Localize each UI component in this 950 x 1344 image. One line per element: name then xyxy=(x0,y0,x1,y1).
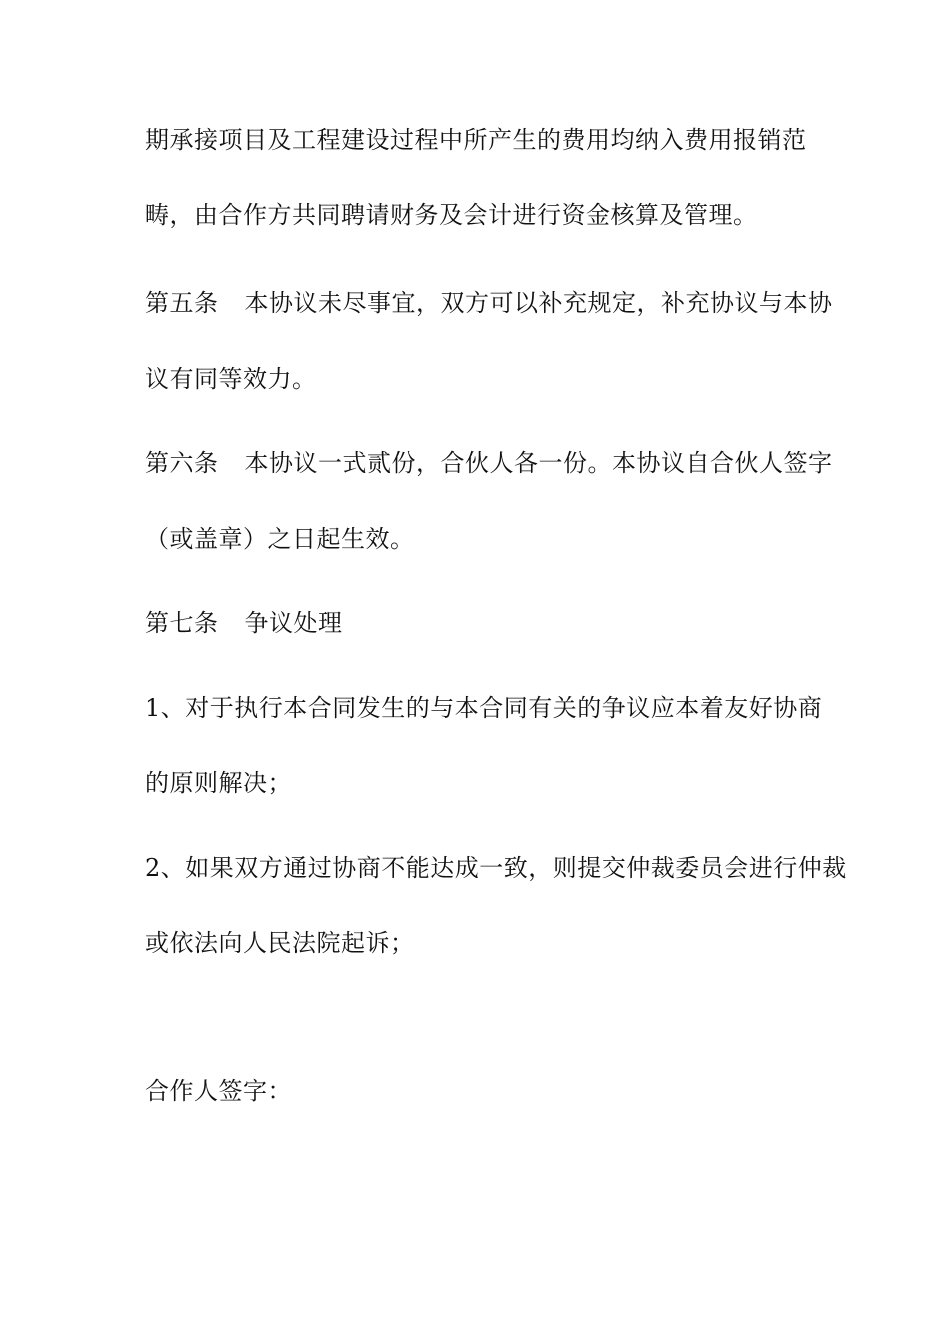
article-7-number: 第七条 xyxy=(145,609,219,637)
dispute-clause-1: 1、对于执行本合同发生的与本合同有关的争议应本着友好协商 xyxy=(145,694,823,722)
dispute-clause-1-continuation: 的原则解决； xyxy=(145,769,292,797)
article-5 xyxy=(145,288,833,318)
dispute-clause-2-continuation: 或依法向人民法院起诉； xyxy=(145,929,415,957)
article-5-number: 第五条 xyxy=(145,289,219,317)
article-6-number: 第六条 xyxy=(145,449,219,477)
article-5-continuation: 议有同等效力。 xyxy=(145,365,317,393)
article-6-text: 本协议一式贰份，合伙人各一份。本协议自合伙人签字 xyxy=(244,449,833,477)
article-7-title: 争议处理 xyxy=(244,609,343,637)
dispute-clause-2: 2、如果双方通过协商不能达成一致，则提交仲裁委员会进行仲裁 xyxy=(145,854,847,882)
article-5-text: 本协议未尽事宜，双方可以补充规定，补充协议与本协 xyxy=(244,289,833,317)
article-6-continuation: （或盖章）之日起生效。 xyxy=(145,525,415,553)
article-7 xyxy=(145,608,815,638)
article-6 xyxy=(145,448,833,478)
text-line-expense-scope: 期承接项目及工程建设过程中所产生的费用均纳入费用报销范 xyxy=(145,126,807,154)
signature-label: 合作人签字： xyxy=(145,1077,292,1105)
text-line-financial-management: 畴，由合作方共同聘请财务及会计进行资金核算及管理。 xyxy=(145,201,758,229)
